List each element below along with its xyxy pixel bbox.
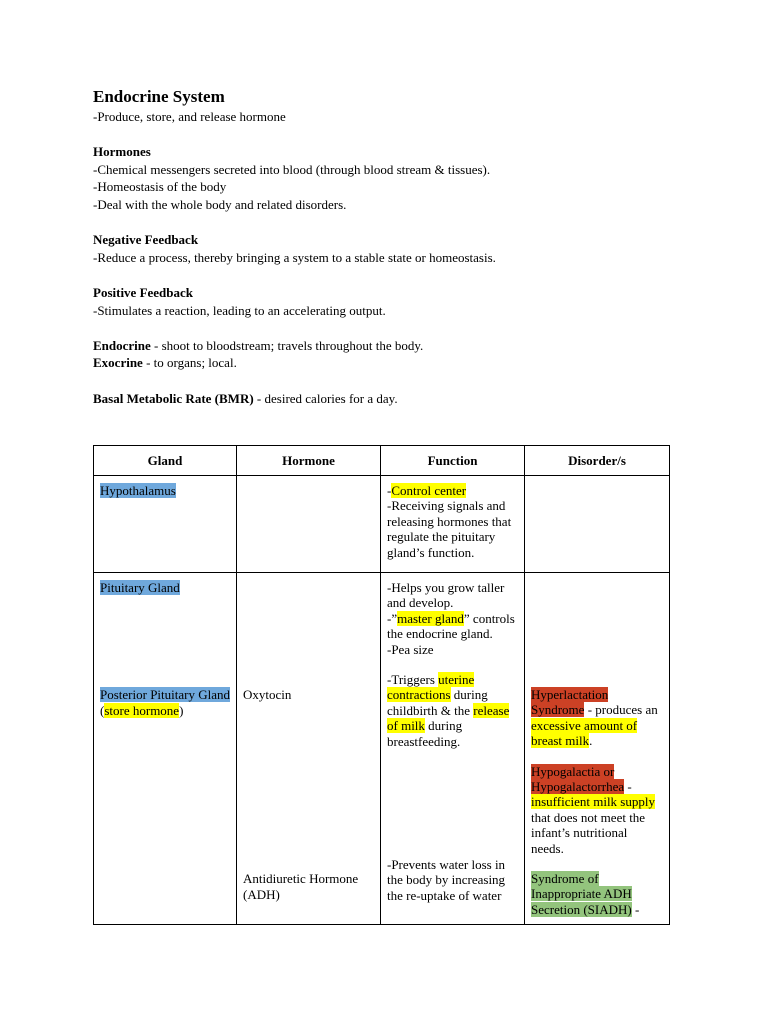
cell-disorders [525,476,670,573]
table-row [94,476,670,573]
table-row [94,573,670,925]
function-text: during breastfeeding. [387,718,463,749]
function-highlight: Control center [391,483,467,498]
function-text: -” [387,610,398,626]
disorder-highlight: excessive amount of breast milk [531,717,638,749]
master-gland-highlight: master gland [397,610,464,626]
negative-feedback-heading: Negative Feedback [93,232,199,248]
disorder-highlight: insufficient milk supply [531,794,655,810]
exocrine-definition [93,354,693,372]
paren: ) [179,702,184,718]
cell-gland [94,573,237,925]
hormone-adh: Antidiuretic Hormone (ADH) [243,871,359,902]
disorder-name: Hyperlactation Syndrome [531,687,609,718]
release-of-milk-highlight: release of milk [387,702,510,734]
document-body [93,86,693,407]
disorder-name: Syndrome of Inappropriate ADH Secretion (SIADH) [531,871,632,917]
gland-hypothalamus: Hypothalamus [100,483,176,498]
page-title: Endocrine System [93,87,225,106]
hormones-line: -Deal with the whole body and related disorders. [93,196,347,212]
header-disorders: Disorder/s [525,446,670,476]
header-function: Function [381,446,525,476]
disorder-text: . [589,733,593,749]
endocrine-term: Endocrine [93,337,151,353]
gland-table [93,445,670,925]
gland-posterior-label: Posterior Pituitary Gland [100,687,230,703]
cell-hormone [237,573,381,925]
cell-gland [94,476,237,573]
store-hormone-highlight: store hormone [104,702,180,718]
positive-feedback-line: -Stimulates a reaction, leading to an accelerating output. [93,302,386,318]
function-text: during childbirth & the [387,687,488,718]
disorder-text: - produces an [584,702,658,718]
gland-posterior-pituitary [100,687,230,718]
header-hormone: Hormone [237,446,381,476]
hormones-heading: Hormones [93,144,151,160]
header-gland: Gland [94,446,237,476]
function-text: -Helps you grow taller and develop. [387,580,505,611]
function-text: -Pea size [387,641,434,657]
cell-hormone [237,476,381,573]
table-header-row [94,446,670,476]
uterine-contractions-highlight: uterine contractions [387,672,475,703]
disorder-text: that does not meet the infant’s nutritional needs. [531,809,646,856]
intro-line: -Produce, store, and release hormone [93,109,286,124]
function-text: ” controls the endocrine gland. [387,610,515,642]
hormone-oxytocin: Oxytocin [243,687,292,702]
exocrine-term: Exocrine [93,355,143,371]
disorder-name: Hypogalactia or Hypogalactorrhea [531,763,625,795]
positive-feedback-heading: Positive Feedback [93,284,194,300]
disorder-hypogalactia [531,764,663,856]
disorder-siadh [531,871,663,917]
function-text: -Prevents water loss in the body by increasing the re-uptake of water [387,857,506,903]
cell-function [381,476,525,573]
cell-disorders [525,573,670,925]
function-text: - [387,483,392,498]
endocrine-definition [93,337,693,355]
exocrine-desc: - to organs; local. [142,355,237,371]
bmr-definition [93,390,693,408]
negative-feedback-line: -Reduce a process, thereby bringing a system to a stable state or homeostasis. [93,249,496,265]
gland-pituitary: Pituitary Gland [100,580,180,595]
function-text: -Receiving signals and releasing hormones that regulate the pituitary gland’s function. [387,498,512,560]
disorder-text: - [631,901,640,917]
disorder-hyperlactation [531,687,663,749]
cell-function [381,573,525,925]
function-text: -Triggers [387,672,439,688]
endocrine-desc: - shoot to bloodstream; travels throughout the body. [150,337,424,353]
bmr-term: Basal Metabolic Rate (BMR) [93,390,254,406]
bmr-desc: - desired calories for a day. [253,390,398,406]
hormones-line: -Homeostasis of the body [93,179,227,195]
paren: ( [100,702,105,718]
hormones-line: -Chemical messengers secreted into blood (through blood stream & tissues). [93,161,491,177]
disorder-text: - [624,779,632,795]
